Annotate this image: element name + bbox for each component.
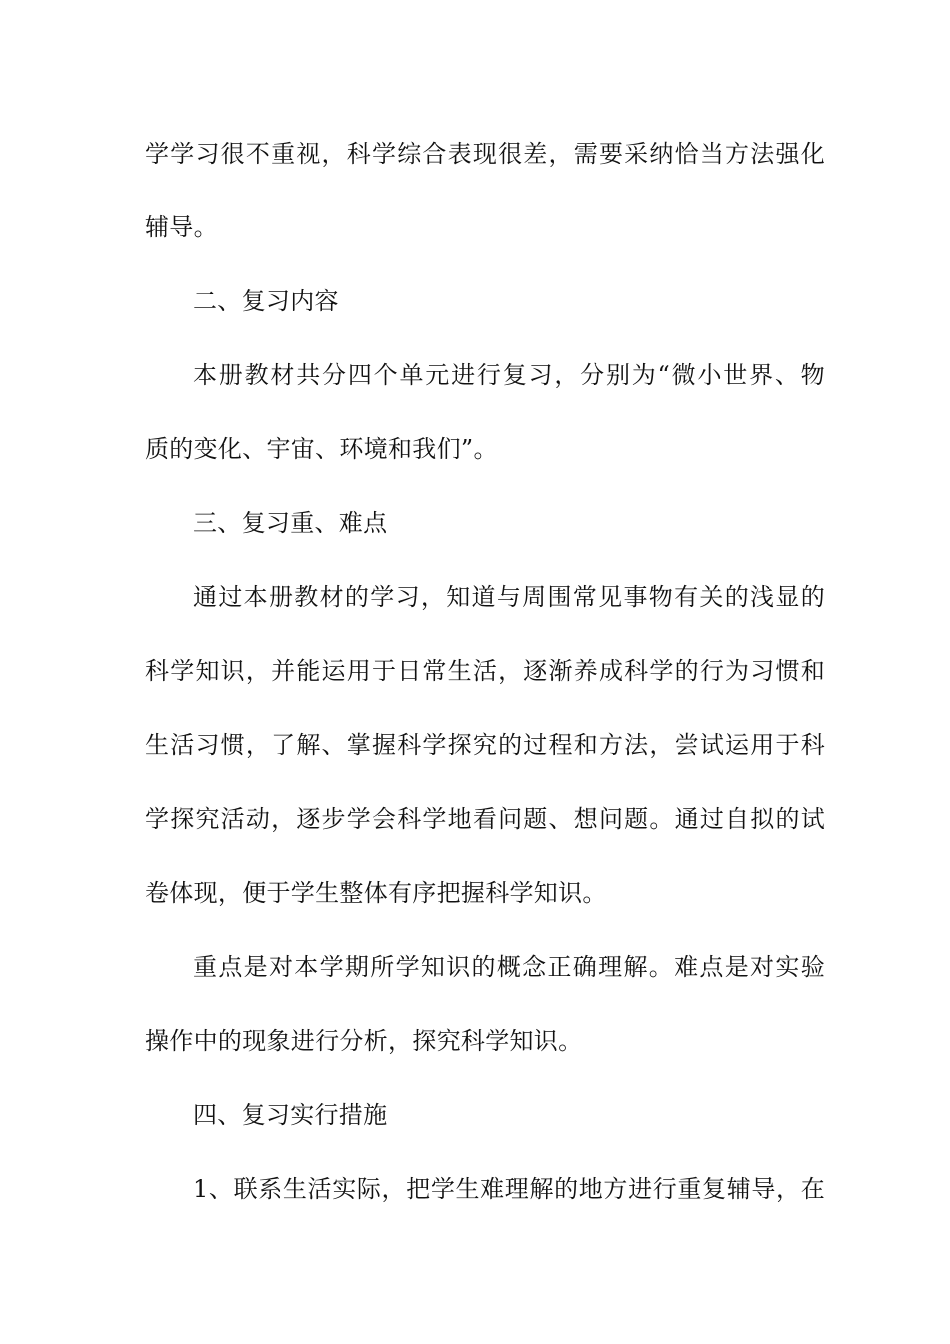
section-heading: 三、复习重、难点 (193, 509, 388, 537)
paragraph-line: 学学习很不重视，科学综合表现很差，需要采纳恰当方法强化 (145, 140, 825, 168)
paragraph-line: 卷体现，便于学生整体有序把握科学知识。 (145, 879, 607, 907)
paragraph-line: 学探究活动，逐步学会科学地看问题、想问题。通过自拟的试 (145, 805, 825, 833)
paragraph-line: 操作中的现象进行分析，探究科学知识。 (145, 1027, 583, 1055)
paragraph-line: 生活习惯，了解、掌握科学探究的过程和方法，尝试运用于科 (145, 731, 825, 759)
paragraph-line: 科学知识，并能运用于日常生活，逐渐养成科学的行为习惯和 (145, 657, 825, 685)
paragraph-line: 辅导。 (145, 213, 218, 241)
paragraph-line: 重点是对本学期所学知识的概念正确理解。难点是对实验 (193, 953, 825, 981)
section-heading: 二、复习内容 (193, 287, 339, 315)
paragraph-line: 本册教材共分四个单元进行复习，分别为“微小世界、物 (193, 361, 825, 389)
section-heading: 四、复习实行措施 (193, 1101, 388, 1129)
paragraph-line: 质的变化、宇宙、环境和我们”。 (145, 435, 498, 463)
list-item: 1、联系生活实际，把学生难理解的地方进行重复辅导，在 (193, 1175, 825, 1203)
paragraph-line: 通过本册教材的学习，知道与周围常见事物有关的浅显的 (193, 583, 825, 611)
